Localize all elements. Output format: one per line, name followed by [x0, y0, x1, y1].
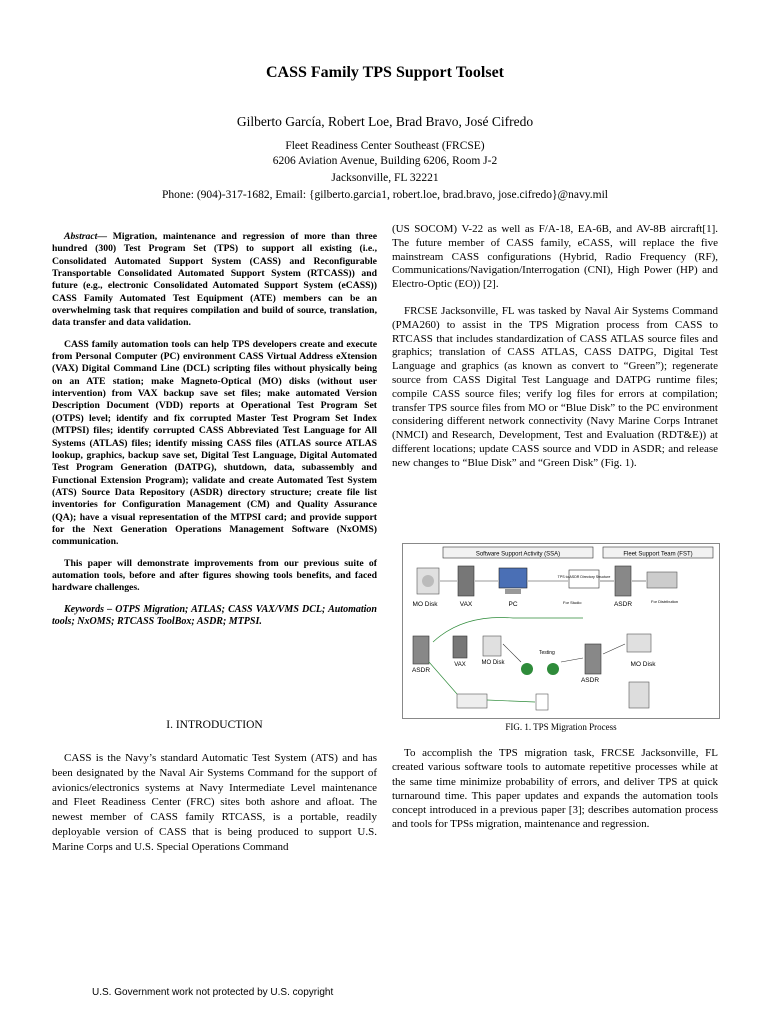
- flow-arrow: [561, 658, 583, 662]
- abstract-paragraph-2: CASS family automation tools can help TPS developers create and execute from Personal Computer (PC) environment CASS Virtual Address eXtension (VAX) Digital Command Line (DCL) scripting files without physically being on an ATE station; make Magneto-Optical (MO) disks (without user intervention) from VAX backup save set files; make automated Version Description Document (VDD) reports at Operational Test Program Set (OTPS) level; identify and fix corrupted Master Test Program Set Index (MTPSI) files; identify corrupted CASS Abbreviated Test Language for All Systems (ATLAS) files; identify missing CASS files (ATLAS source ATLAS lookup, graphics, backup save set, Digital Test Language, Digital Automated Test Program Generation (DATPG), shutdown, data, subassembly and Functional Extension Program); validate and create Automated Test System (ATS) Source Data Repository (ASDR) directory structure; create file list inventories for Configuration Management (CM) and Quality Assurance (QA); have a visual representation of the MTPSI card; and provide support for the Next Generation Operations Management Software (NxOMS) communication.: [52, 338, 377, 548]
- intro-paragraph-continued: (US SOCOM) V-22 as well as F/A-18, EA-6B, and AV-8B aircraft[1]. The future member of CASS family, eCASS, will replace the five mainstream CASS configurations (Hybrid, Radio Frequency (RF), Communications/Navigation/Interrogation (CNI), High Power (HP) and Electro-Optic (EO)) [2].: [392, 223, 718, 291]
- asdr-server-icon: [615, 566, 631, 596]
- label-mo-disk-right: MO Disk: [630, 661, 656, 668]
- affiliation-address: 6206 Aviation Avenue, Building 6206, Room J-2: [272, 155, 498, 167]
- keywords: Keywords – OTPS Migration; ATLAS; CASS VAX/VMS DCL; Automation tools; NxOMS; RTCASS ToolBox; ASDR; MTPSI.: [52, 603, 377, 628]
- label-translate: TPS to ASDR Directory Structure: [557, 575, 611, 579]
- intro-paragraph-1: CASS is the Navy’s standard Automatic Test System (ATS) and has been designated by the Naval Air Systems Command for the support of avionics/electronics systems at Navy Intermediate Level maintenance and Fleet Readiness Center (FRC) sites both ashore and afloat. The newest member of CASS family RTCASS, is a portable, readily deployable version of CASS that is being produced to support U.S. Marine Corps and U.S. Special Operations Command: [52, 752, 377, 853]
- label-pc-top: PC: [508, 601, 518, 608]
- vax-server-icon: [458, 566, 474, 596]
- paper-title: CASS Family TPS Support Toolset: [266, 64, 504, 81]
- label-testing: Testing: [539, 650, 555, 656]
- flow-arrow: [429, 662, 457, 694]
- label-asdr-mid: ASDR: [580, 677, 600, 684]
- fst-header: Fleet Support Team (FST): [623, 551, 693, 558]
- label-vax-top: VAX: [459, 601, 473, 608]
- label-for-studio: For Studio: [563, 600, 582, 605]
- asdr-left-icon: [413, 636, 429, 664]
- affiliation-contact: Phone: (904)-317-1682, Email: {gilberto.garcia1, robert.loe, brad.bravo, jose.cifredo}@navy.mil: [162, 189, 608, 201]
- document-icon: [536, 694, 548, 710]
- abstract: [52, 231, 377, 638]
- flow-arrow: [503, 644, 521, 662]
- author-list: Gilberto García, Robert Loe, Brad Bravo, José Cifredo: [236, 114, 534, 129]
- right-column-bottom: [392, 746, 718, 832]
- vax-mid-icon: [453, 636, 467, 658]
- pc-monitor-icon: [499, 568, 527, 588]
- intro-paragraph-2: FRCSE Jacksonville, FL was tasked by Naval Air Systems Command (PMA260) to assist in the TPS Migration process from CASS to RTCASS that includes standardization of CASS ATLAS source files and graphics; translation of CASS ATLAS, CASS DATPG, Digital Test Language and graphics (as known as convert to “Green”); regenerate source from CASS Digital Test Language and DATPG runtime files; compile CASS source files; verify log files for errors at compilation; transfer TPS source files from MO or “Blue Disk” to the PC environment considering different network connectivity (Navy Marine Corps Intranet (NMCI) and Research, Development, Test and Evaluation (RDT&E)) at different locations; update CASS source and VDD in ASDR; and release new changes to “Blue Disk” and “Green Disk” (Fig. 1).: [392, 304, 718, 469]
- affiliation-org: Fleet Readiness Center Southeast (FRCSE): [285, 140, 485, 152]
- storage-icon: [647, 572, 677, 588]
- abstract-paragraph-1: Migration, maintenance and regression of more than three hundred (300) Test Program Set (TPS) to support all existing (i.e., Consolidated Automated Support System (CASS) and Reconfigurable Transportable Consolidated Automated Support System (RTCASS)) and future (e.g., electronic Consolidated Automated Support System (eCASS)) CASS Family Automated Test Equipment (ATE) members can be an overwhelming task that requires compilation and build of source, translation, data transfer and data validation.: [52, 231, 377, 329]
- intro-paragraph-3: To accomplish the TPS migration task, FRCSE Jacksonville, FL created various software tools to automate repetitive processes while at the same time minimize probability of errors, and deliver TPS at quick turnaround time. This paper updates and expands the automation tools concept introduced in a previous paper [3]; describes automation process and tools for TPSs migration, maintenance and regression.: [392, 747, 718, 831]
- mo-disk-mid-icon: [483, 636, 501, 656]
- abstract-label: Abstract—: [64, 231, 108, 242]
- mo-disk-right-icon: [627, 634, 651, 652]
- tps-migration-diagram: [403, 544, 719, 718]
- right-column-top: [392, 223, 718, 471]
- affiliation-city: Jacksonville, FL 32221: [331, 172, 439, 184]
- label-asdr-top: ASDR: [613, 601, 633, 608]
- label-mo-disk-top: MO Disk: [412, 601, 438, 608]
- storage-bottom-icon: [629, 682, 649, 708]
- translate-box: [569, 570, 599, 588]
- flow-arrow: [487, 700, 535, 702]
- ssa-header: Software Support Activity (SSA): [475, 551, 561, 558]
- intro-left-column: [52, 751, 377, 855]
- abstract-paragraph-3: This paper will demonstrate improvements from our previous suite of automation tools, before and after figures showing tools benefits, and faced hardware challenges.: [52, 557, 377, 594]
- figure-1: [402, 543, 720, 719]
- label-mo-disk-mid: MO Disk: [481, 660, 505, 666]
- disk-icon: [422, 575, 434, 587]
- copyright-footer: U.S. Government work not protected by U.S. copyright: [92, 987, 334, 998]
- log-box: [457, 694, 487, 708]
- pc-base-icon: [505, 589, 521, 594]
- label-vax-mid: VAX: [454, 662, 466, 668]
- label-for-distribution: For Distribution: [651, 599, 679, 604]
- label-asdr-left: ASDR: [411, 667, 431, 674]
- tester-icon: [547, 663, 559, 675]
- figure-caption: FIG. 1. TPS Migration Process: [505, 722, 617, 732]
- section-heading: I. INTRODUCTION: [166, 719, 263, 731]
- asdr-mid-icon: [585, 644, 601, 674]
- flow-arrow: [603, 644, 625, 654]
- tester-icon: [521, 663, 533, 675]
